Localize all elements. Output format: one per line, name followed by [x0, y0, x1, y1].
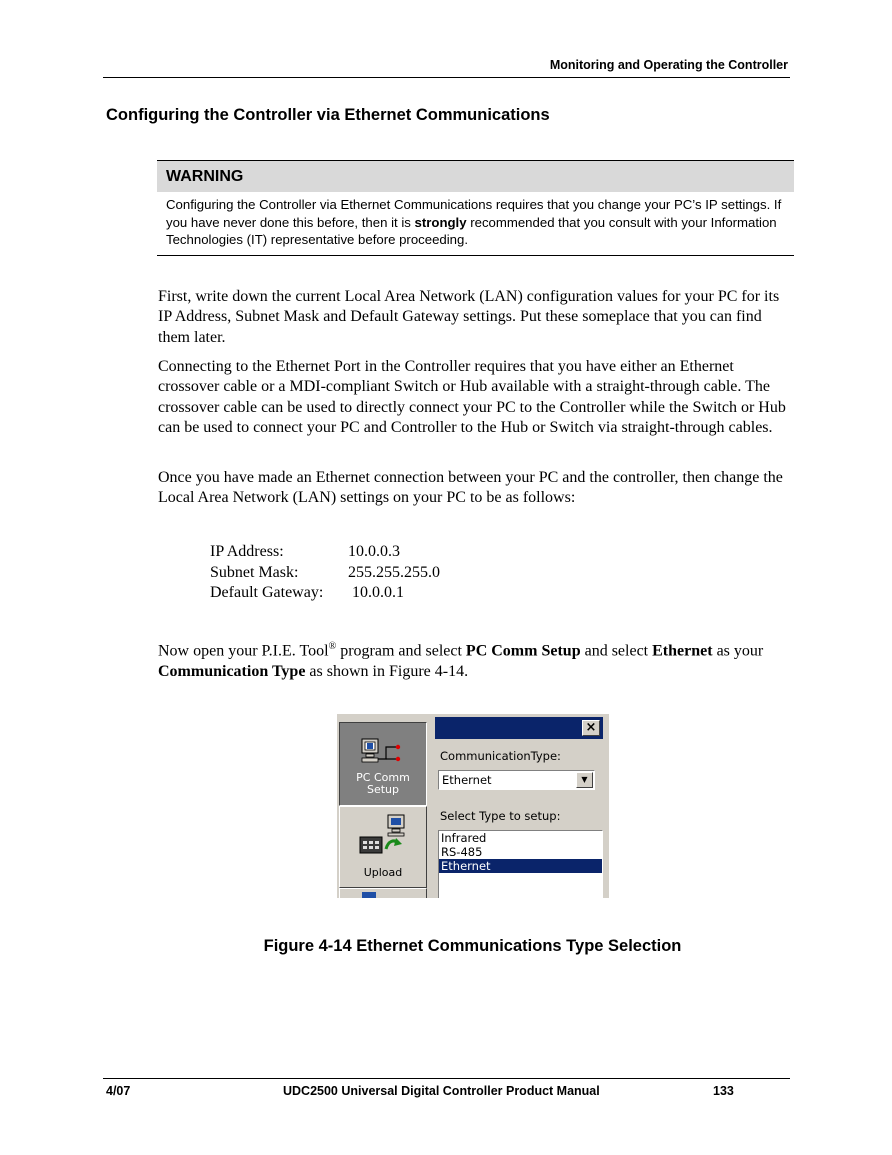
chevron-down-icon[interactable]: ▼ — [576, 772, 593, 788]
upload-label: Upload — [363, 866, 403, 879]
header-rule — [103, 77, 790, 78]
warning-text — [157, 192, 794, 249]
paragraph-lan-settings: Once you have made an Ethernet connection between your PC and the controller, then change the Local Area Network (LAN) settings on your PC to be as follows: — [158, 469, 783, 507]
setting-label: Subnet Mask: — [210, 563, 299, 581]
pc-network-icon — [360, 737, 410, 767]
instruction-emphasis: Communication Type — [158, 662, 306, 680]
instruction-text: as shown in Figure 4-14. — [305, 662, 469, 680]
page-number: 133 — [713, 1084, 734, 1098]
warning-box — [157, 160, 794, 256]
footer-title: UDC2500 Universal Digital Controller Product Manual — [283, 1084, 600, 1098]
instruction-text: as your — [712, 642, 764, 660]
paragraph-instruction — [158, 637, 794, 682]
section-title: Configuring the Controller via Ethernet Communications — [106, 106, 550, 124]
setting-subnet-mask — [210, 563, 440, 584]
setting-value: 255.255.255.0 — [348, 563, 440, 581]
comm-type-select[interactable] — [438, 770, 595, 790]
setting-value: 10.0.0.3 — [348, 543, 400, 560]
instruction-emphasis: Ethernet — [652, 642, 713, 660]
list-item[interactable]: RS-485 — [441, 845, 483, 859]
pc-comm-setup-label: PC Comm Setup — [356, 771, 410, 796]
upload-button[interactable] — [339, 806, 427, 888]
instruction-emphasis: PC Comm Setup — [465, 642, 581, 660]
warning-text-start: Configuring the Controller via Ethernet Communications requires that you change your PC’s IP settings. If you have never done this before, then it is — [166, 197, 782, 230]
pc-comm-setup-button[interactable] — [339, 722, 427, 806]
comm-type-value: Ethernet — [442, 773, 492, 787]
figure-caption: Figure 4-14 Ethernet Communications Type Selection — [263, 937, 682, 955]
comm-type-label: CommunicationType: — [440, 749, 561, 763]
next-tool-icon — [362, 892, 376, 898]
warning-title: WARNING — [157, 161, 794, 192]
footer-rule — [103, 1078, 790, 1079]
panel-titlebar — [435, 717, 603, 739]
close-icon[interactable]: × — [582, 720, 600, 736]
paragraph-lan-values: First, write down the current Local Area Network (LAN) configuration values for your PC for its IP Address, Subnet Mask and Default Gateway settings. Put these someplace that you can find them later. — [158, 288, 780, 346]
warning-text-end: recommended that you consult with your Information Technologies (IT) representative before proceeding. — [166, 214, 777, 248]
figure-screenshot — [337, 714, 609, 898]
list-item-selected[interactable]: Ethernet — [439, 859, 602, 873]
list-item[interactable]: Infrared — [441, 831, 487, 845]
footer-date: 4/07 — [106, 1084, 131, 1098]
instruction-text: and select — [580, 642, 653, 660]
running-header: Monitoring and Operating the Controller — [549, 58, 788, 72]
network-settings — [210, 542, 440, 604]
setting-value: 10.0.0.1 — [352, 584, 404, 601]
select-type-label: Select Type to setup: — [440, 809, 561, 823]
instruction-text: program and select — [336, 642, 466, 660]
setup-type-list[interactable] — [438, 830, 603, 898]
setting-label: Default Gateway: — [210, 584, 324, 601]
instruction-text: Now open your P.I.E. Tool — [158, 642, 329, 660]
comm-setup-panel — [432, 714, 609, 898]
paragraph-ethernet-port: Connecting to the Ethernet Port in the Controller requires that you have either an Ethernet crossover cable or a MDI-compliant Switch or Hub available with a straight-through cable. The crossover cable can be used to directly connect your PC to the Controller while the Switch or Hub can be used to connect your PC and Controller to the Hub or Switch via straight-through cables. — [158, 358, 786, 437]
warning-text-emphasis: strongly — [414, 214, 467, 230]
setting-label: IP Address: — [210, 543, 284, 560]
setting-default-gateway — [210, 583, 440, 604]
registered-mark: ® — [328, 641, 337, 652]
upload-icon — [358, 813, 410, 857]
setting-ip-address — [210, 542, 440, 563]
tool-sidebar — [337, 714, 429, 898]
next-toolbar-button[interactable] — [339, 888, 427, 898]
